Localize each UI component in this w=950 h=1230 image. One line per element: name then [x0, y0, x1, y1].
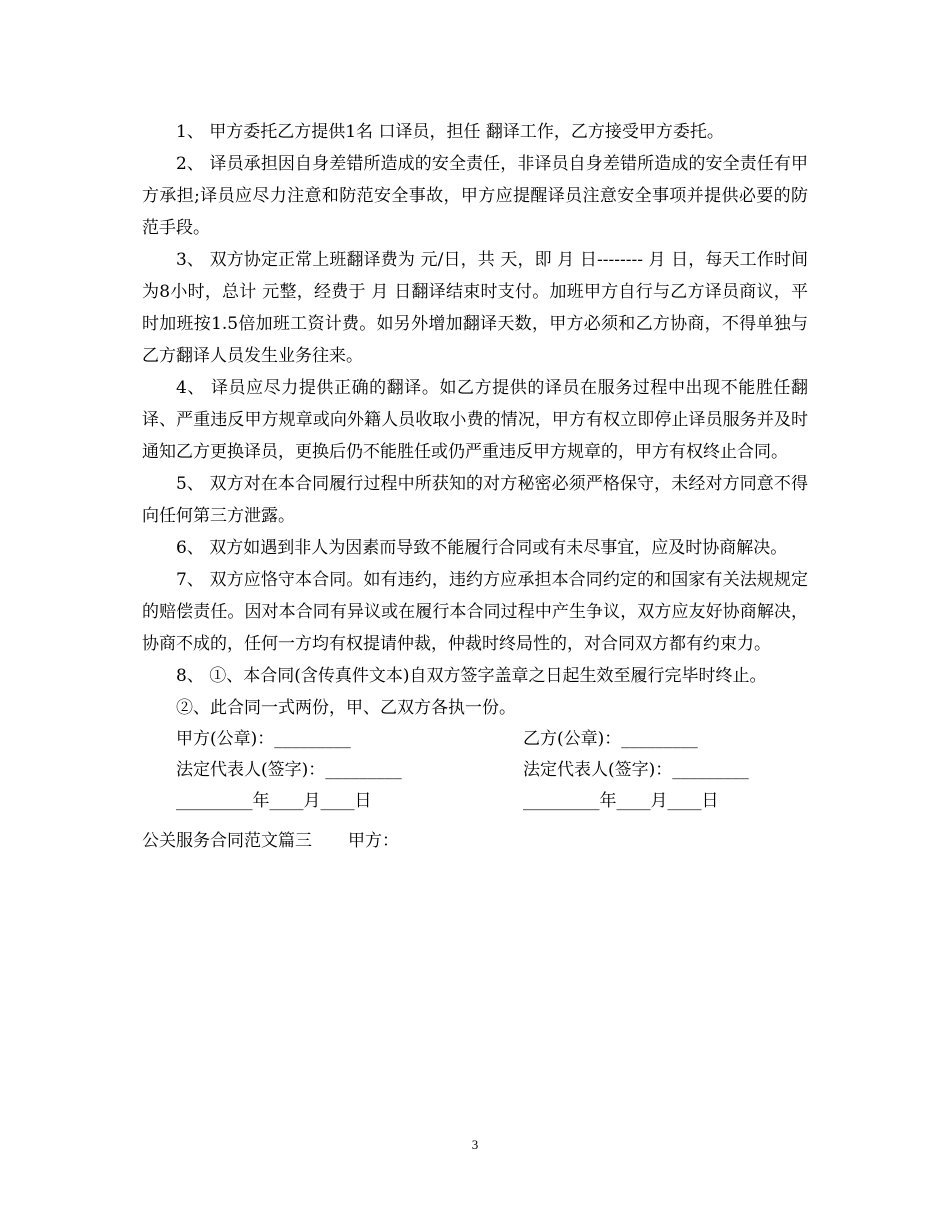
clause-1: 1、 甲方委托乙方提供1名 口译员，担任 翻译工作，乙方接受甲方委托。 [176, 122, 724, 142]
next-section-heading [142, 825, 808, 857]
party-a-seal-line: 甲方(公章)：_________ [176, 729, 351, 749]
date-row [142, 786, 808, 817]
party-a-date-line: _________年____月____日 [176, 791, 372, 811]
clause-7: 7、 双方应恪守本合同。如有违约，违约方应承担本合同约定的和国家有关法规规定的赔偿责任。因对本合同有异议或在履行本合同过程中产生争议，双方应友好协商解决，协商不成的，任何一方均有权提请仲裁，仲裁时终局性的，对合同双方都有约束力。 [142, 570, 808, 654]
representative-row [142, 755, 808, 786]
clause-2: 2、 译员承担因自身差错所造成的安全责任，非译员自身差错所造成的安全责任有甲方承担;译员应尽力注意和防范安全事故，甲方应提醒译员注意安全事项并提供必要的防范手段。 [142, 154, 808, 238]
seal-row [142, 724, 808, 755]
party-b-date-line: _________年____月____日 [523, 791, 719, 811]
clause-8-copies: ②、此合同一式两份，甲、乙双方各执一份。 [176, 698, 516, 718]
clause-4: 4、 译员应尽力提供正确的翻译。如乙方提供的译员在服务过程中出现不能胜任翻译、严重违反甲方规章或向外籍人员收取小费的情况，甲方有权立即停止译员服务并及时通知乙方更换译员，更换后仍不能胜任或仍严重违反甲方规章的，甲方有权终止合同。 [142, 378, 808, 462]
page-number: 3 [471, 1137, 479, 1152]
party-a-representative-line: 法定代表人(签字)：_________ [176, 760, 402, 780]
clause-5: 5、 双方对在本合同履行过程中所获知的对方秘密必须严格保守，未经对方同意不得向任何第三方泄露。 [142, 474, 808, 526]
contract-body [142, 116, 808, 857]
party-a-label: 甲方： [348, 831, 399, 851]
clause-6: 6、 双方如遇到非人为因素而导致不能履行合同或有未尽事宜，应及时协商解决。 [176, 538, 788, 558]
clause-3: 3、 双方协定正常上班翻译费为 元/日，共 天，即 月 日-------- 月 日，每天工作时间为8小时，总计 元整，经费于 月 日翻译结束时支付。加班甲方自行与乙方译员商议，平时加班按1.5倍加班工资计费。如另外增加翻译天数，甲方必须和乙方协商，不得单独与乙方翻译人员发生业务往来。 [142, 250, 808, 366]
section-title: 公关服务合同范文篇三 [142, 831, 312, 851]
clause-8: 8、 ①、本合同(含传真件文本)自双方签字盖章之日起生效至履行完毕时终止。 [176, 666, 767, 686]
party-b-seal-line: 乙方(公章)：_________ [523, 729, 698, 749]
signature-block [142, 724, 808, 817]
party-b-representative-line: 法定代表人(签字)：_________ [523, 760, 749, 780]
